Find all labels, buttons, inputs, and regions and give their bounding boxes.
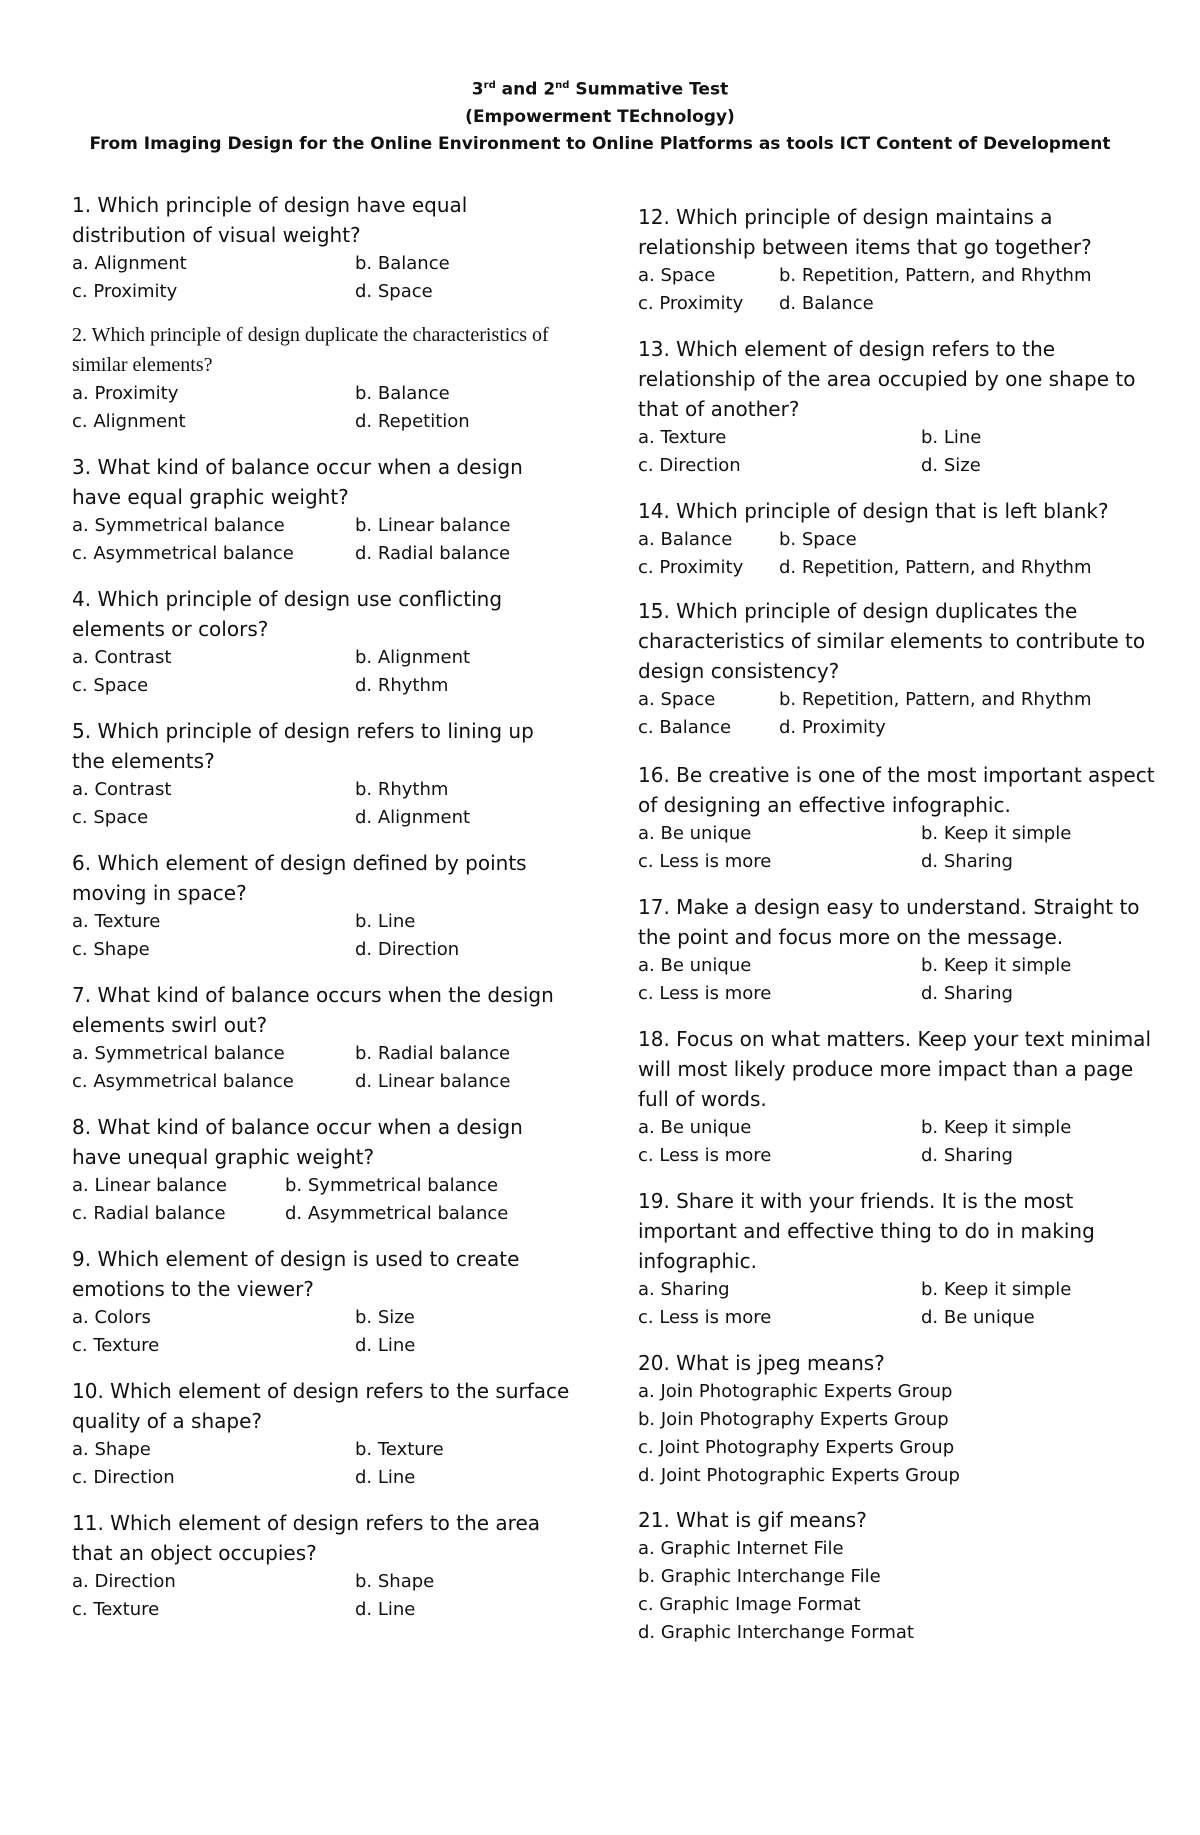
option-d: d. Proximity	[779, 717, 886, 738]
option-d: d. Sharing	[921, 1145, 1013, 1166]
document-header	[0, 72, 1200, 158]
subject-title: (Empowerment TEchnology)	[465, 106, 735, 127]
question-stem: 8. What kind of balance occur when a design have unequal graphic weight?	[72, 1115, 523, 1169]
option-a: a. Texture	[72, 911, 161, 932]
option-b: b. Repetition, Pattern, and Rhythm	[779, 689, 1092, 710]
question-stem: 15. Which principle of design duplicates the characteristics of similar elements to contribute to design consistency?	[638, 599, 1146, 683]
question-18	[638, 1024, 1158, 1170]
option-c: c. Direction	[638, 455, 741, 476]
question-stem: 17. Make a design easy to understand. Straight to the point and focus more on the message.	[638, 895, 1140, 949]
option-a: a. Colors	[72, 1307, 151, 1328]
option-b: b. Balance	[355, 383, 450, 404]
question-stem: 19. Share it with your friends. It is the most important and effective thing to do in making infographic.	[638, 1189, 1095, 1273]
question-stem: 2. Which principle of design duplicate the characteristics of similar elements?	[72, 324, 549, 376]
option-c: c. Proximity	[638, 293, 744, 314]
question-stem: 18. Focus on what matters. Keep your text minimal will most likely produce more impact than a page full of words.	[638, 1027, 1151, 1111]
question-13	[638, 334, 1158, 480]
question-stem: 13. Which element of design refers to the relationship of the area occupied by one shape to that of another?	[638, 337, 1136, 421]
option-a: a. Alignment	[72, 253, 187, 274]
question-9	[72, 1244, 572, 1360]
question-stem: 5. Which principle of design refers to lining up the elements?	[72, 719, 534, 773]
option-a: a. Space	[638, 265, 716, 286]
question-12	[638, 202, 1158, 318]
question-stem: 9. Which element of design is used to create emotions to the viewer?	[72, 1247, 520, 1301]
option-c: c. Balance	[638, 717, 732, 738]
option-d: d. Be unique	[921, 1307, 1035, 1328]
option-c: c. Asymmetrical balance	[72, 543, 294, 564]
option-d: d. Alignment	[355, 807, 471, 828]
question-15	[638, 596, 1158, 742]
option-b: b. Line	[355, 911, 416, 932]
option-a: a. Be unique	[638, 1117, 752, 1138]
option-d: d. Line	[355, 1467, 416, 1488]
question-stem: 10. Which element of design refers to the surface quality of a shape?	[72, 1379, 570, 1433]
option-b: b. Keep it simple	[921, 955, 1072, 976]
option-c: c. Less is more	[638, 851, 772, 872]
question-stem: 14. Which principle of design that is left blank?	[638, 499, 1109, 523]
option-a: a. Direction	[72, 1571, 176, 1592]
question-3	[72, 452, 572, 568]
option-a: a. Shape	[72, 1439, 151, 1460]
question-stem: 7. What kind of balance occurs when the design elements swirl out?	[72, 983, 554, 1037]
option-a: a. Space	[638, 689, 716, 710]
option-b: b. Keep it simple	[921, 1279, 1072, 1300]
option-c: c. Radial balance	[72, 1203, 226, 1224]
option-b: b. Radial balance	[355, 1043, 511, 1064]
option-c: c. Less is more	[638, 1145, 772, 1166]
option-d: d. Linear balance	[355, 1071, 511, 1092]
option-d: d. Rhythm	[355, 675, 449, 696]
option-d: d. Repetition	[355, 411, 470, 432]
option-c: c. Joint Photography Experts Group	[638, 1437, 955, 1458]
option-d: d. Balance	[779, 293, 874, 314]
question-10	[72, 1376, 572, 1492]
option-b: b. Graphic Interchange File	[638, 1566, 881, 1587]
option-a: a. Be unique	[638, 955, 752, 976]
option-d: d. Joint Photographic Experts Group	[638, 1465, 960, 1486]
option-c: c. Alignment	[72, 411, 186, 432]
option-b: b. Symmetrical balance	[285, 1175, 499, 1196]
option-b: b. Line	[921, 427, 982, 448]
option-a: a. Contrast	[72, 647, 172, 668]
option-a: a. Linear balance	[72, 1175, 228, 1196]
option-c: c. Shape	[72, 939, 150, 960]
option-d: d. Size	[921, 455, 981, 476]
option-a: a. Be unique	[638, 823, 752, 844]
question-21	[638, 1505, 1158, 1647]
question-16	[638, 760, 1158, 876]
option-b: b. Linear balance	[355, 515, 511, 536]
option-a: a. Balance	[638, 529, 733, 550]
option-b: b. Keep it simple	[921, 1117, 1072, 1138]
question-stem: 1. Which principle of design have equal distribution of visual weight?	[72, 193, 468, 247]
question-5	[72, 716, 572, 832]
question-11	[72, 1508, 572, 1624]
option-d: d. Line	[355, 1599, 416, 1620]
option-a: a. Texture	[638, 427, 727, 448]
option-a: a. Symmetrical balance	[72, 1043, 285, 1064]
question-4	[72, 584, 572, 700]
option-a: a. Symmetrical balance	[72, 515, 285, 536]
option-c: c. Texture	[72, 1599, 160, 1620]
option-d: d. Radial balance	[355, 543, 511, 564]
coverage-title: From Imaging Design for the Online Environment to Online Platforms as tools ICT Content of Development	[89, 133, 1111, 154]
question-19	[638, 1186, 1158, 1332]
question-stem: 16. Be creative is one of the most important aspect of designing an effective infographic.	[638, 763, 1155, 817]
question-stem: 6. Which element of design defined by points moving in space?	[72, 851, 527, 905]
option-d: d. Repetition, Pattern, and Rhythm	[779, 557, 1092, 578]
option-b: b. Rhythm	[355, 779, 449, 800]
question-stem: 12. Which principle of design maintains a relationship between items that go together?	[638, 205, 1092, 259]
question-stem: 3. What kind of balance occur when a design have equal graphic weight?	[72, 455, 523, 509]
option-c: c. Asymmetrical balance	[72, 1071, 294, 1092]
option-c: c. Proximity	[638, 557, 744, 578]
question-stem: 21. What is gif means?	[638, 1508, 867, 1532]
question-stem: 11. Which element of design refers to the area that an object occupies?	[72, 1511, 541, 1565]
option-c: c. Graphic Image Format	[638, 1594, 861, 1615]
option-d: d. Asymmetrical balance	[285, 1203, 509, 1224]
option-a: a. Graphic Internet File	[638, 1538, 844, 1559]
question-8	[72, 1112, 572, 1228]
question-7	[72, 980, 572, 1096]
option-b: b. Size	[355, 1307, 415, 1328]
option-b: b. Shape	[355, 1571, 435, 1592]
option-c: c. Space	[72, 807, 149, 828]
option-b: b. Alignment	[355, 647, 471, 668]
option-a: a. Sharing	[638, 1279, 730, 1300]
option-a: a. Contrast	[72, 779, 172, 800]
option-c: c. Proximity	[72, 281, 178, 302]
question-2	[72, 320, 572, 436]
option-b: b. Join Photography Experts Group	[638, 1409, 949, 1430]
option-c: c. Direction	[72, 1467, 175, 1488]
option-b: b. Repetition, Pattern, and Rhythm	[779, 265, 1092, 286]
option-d: d. Sharing	[921, 851, 1013, 872]
question-14	[638, 496, 1158, 582]
option-d: d. Direction	[355, 939, 460, 960]
option-c: c. Less is more	[638, 983, 772, 1004]
question-6	[72, 848, 572, 964]
option-a: a. Proximity	[72, 383, 179, 404]
option-d: d. Sharing	[921, 983, 1013, 1004]
question-17	[638, 892, 1158, 1008]
option-d: d. Space	[355, 281, 433, 302]
question-stem: 20. What is jpeg means?	[638, 1351, 885, 1375]
test-title: 3rd and 2nd Summative Test	[471, 79, 729, 100]
option-b: b. Space	[779, 529, 857, 550]
question-stem: 4. Which principle of design use conflicting elements or colors?	[72, 587, 503, 641]
question-1	[72, 190, 572, 306]
option-c: c. Less is more	[638, 1307, 772, 1328]
option-b: b. Keep it simple	[921, 823, 1072, 844]
option-b: b. Texture	[355, 1439, 444, 1460]
option-c: c. Texture	[72, 1335, 160, 1356]
option-b: b. Balance	[355, 253, 450, 274]
option-a: a. Join Photographic Experts Group	[638, 1381, 953, 1402]
option-d: d. Line	[355, 1335, 416, 1356]
question-20	[638, 1348, 1158, 1490]
option-d: d. Graphic Interchange Format	[638, 1622, 914, 1643]
option-c: c. Space	[72, 675, 149, 696]
